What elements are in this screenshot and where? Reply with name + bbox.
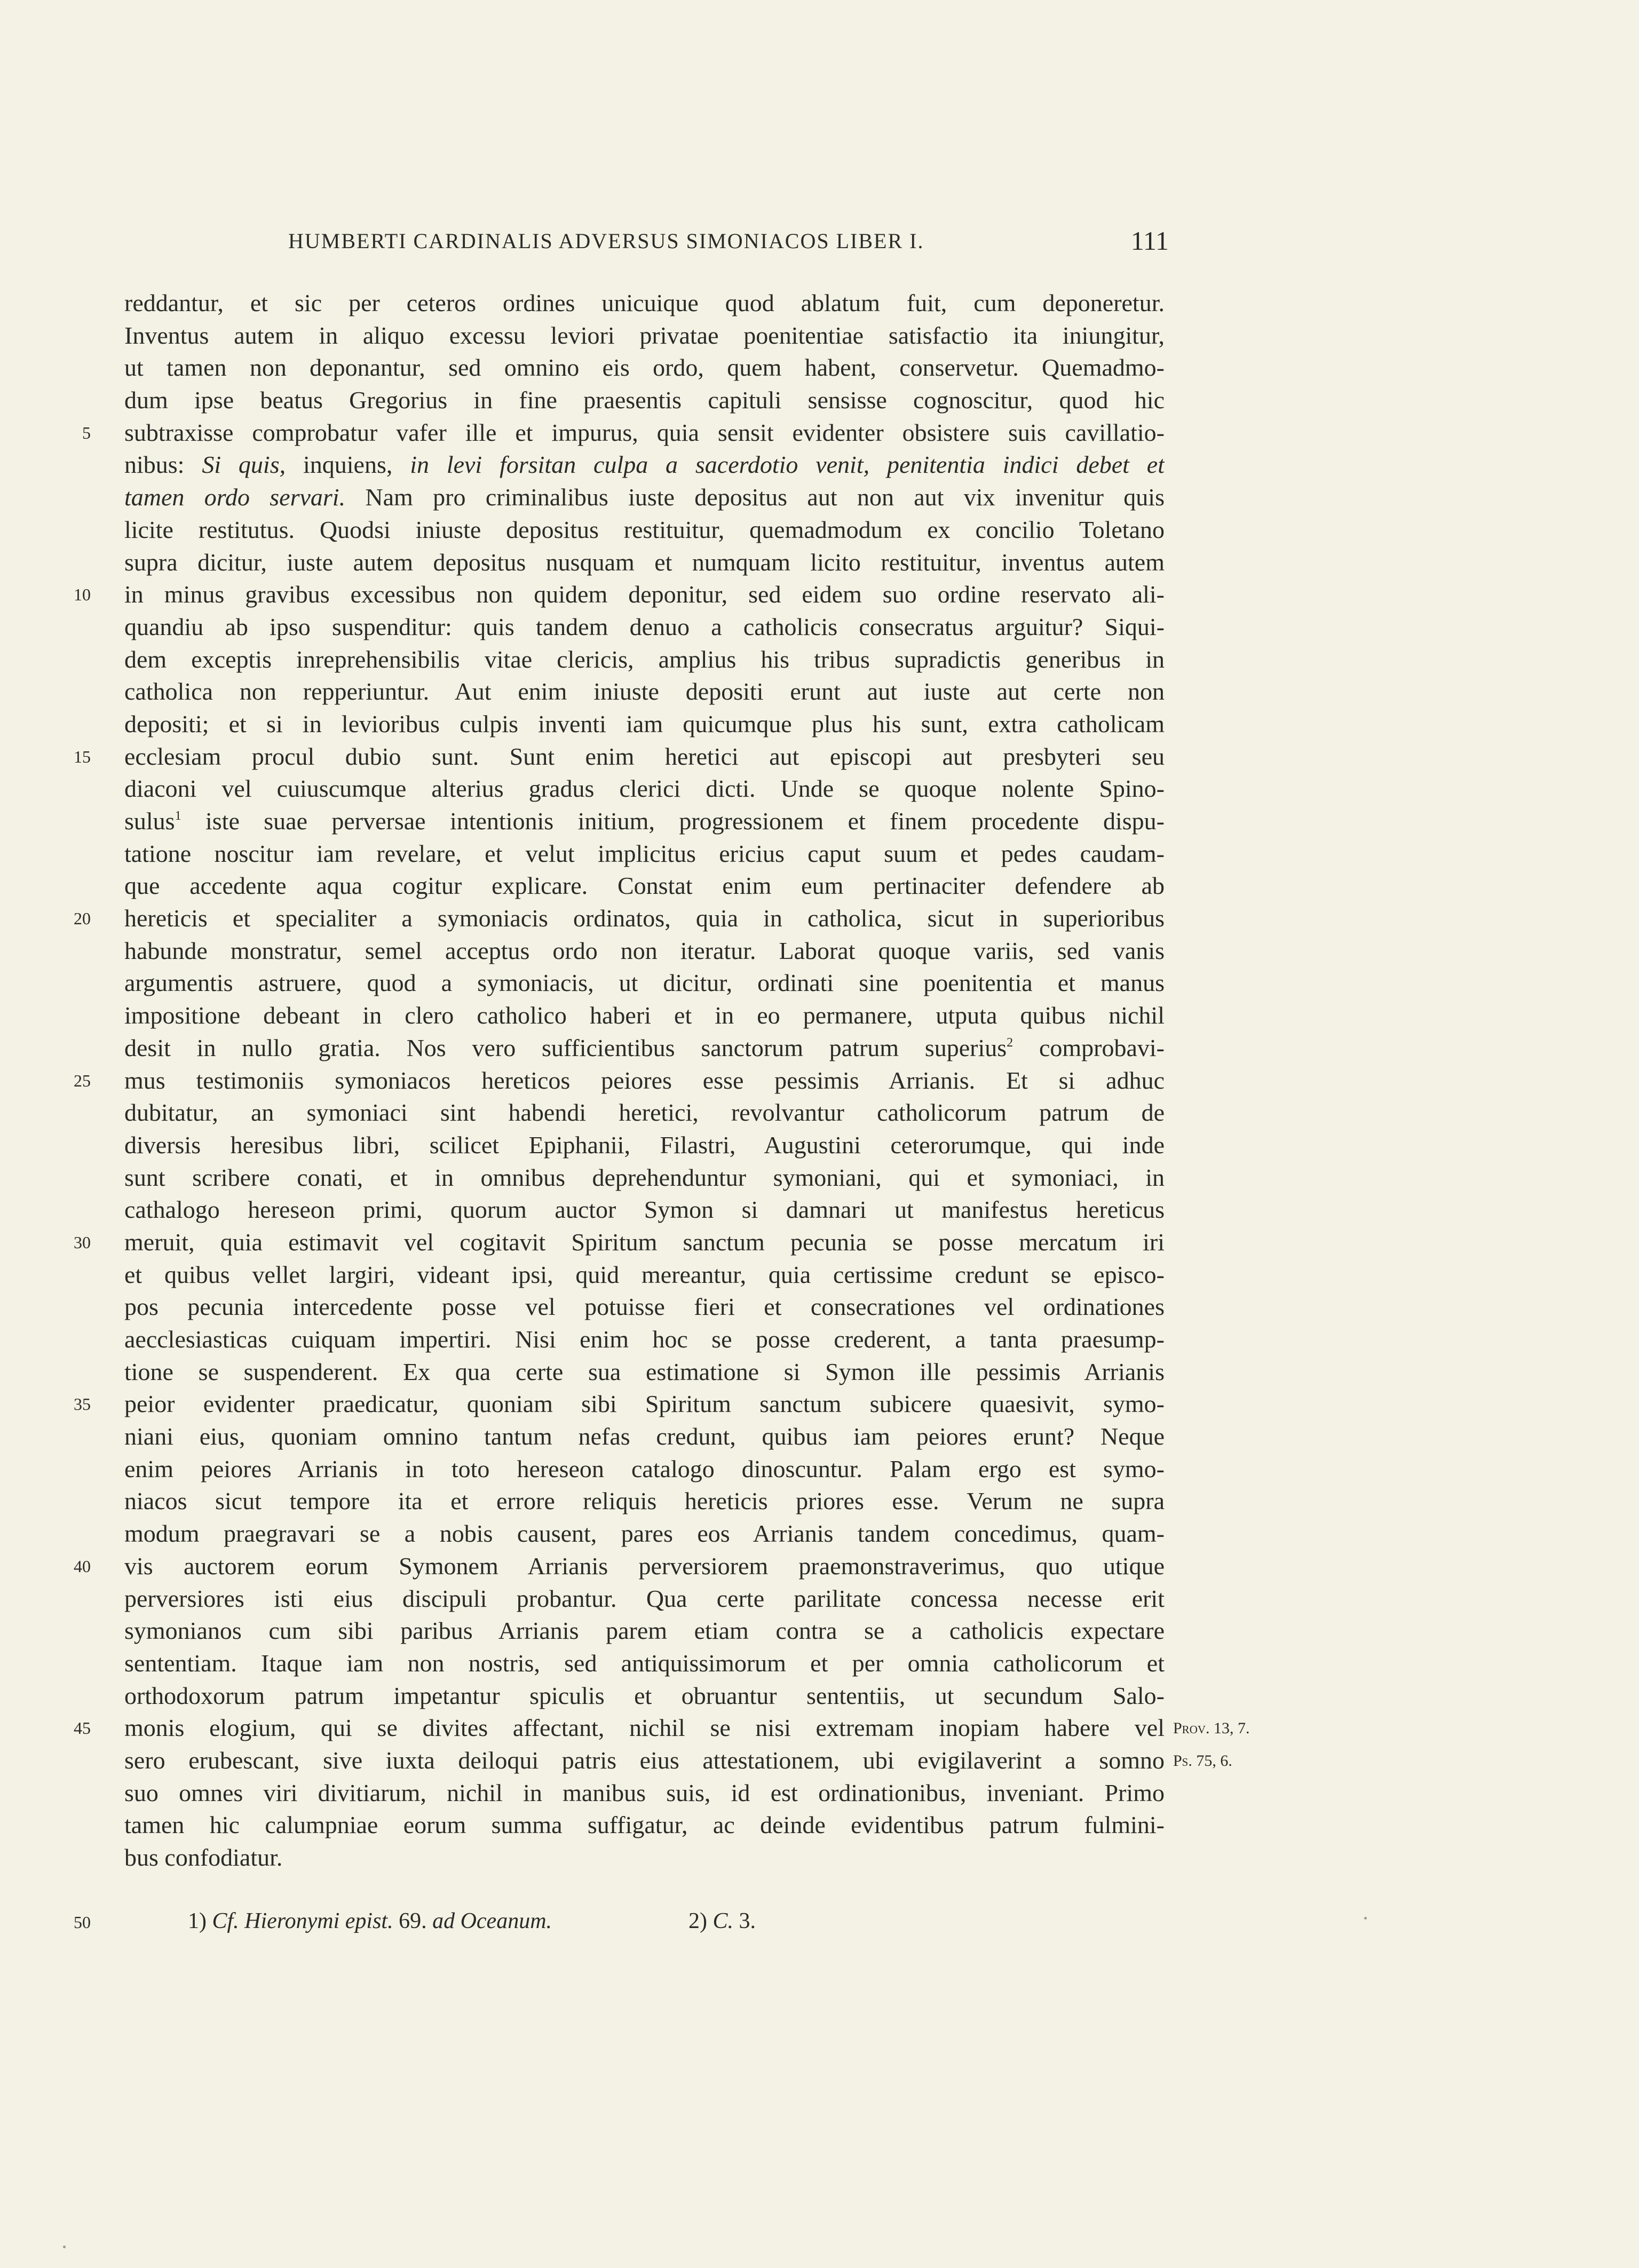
quotation-italic: in levi forsitan culpa a sacerdotio venit, penitentia indici debet et: [410, 451, 1165, 479]
line-text: catholica non repperiuntur. Aut enim iniuste depositi erunt aut iuste aut certe non: [124, 678, 1165, 705]
footnote-marker: 2: [1007, 1035, 1014, 1050]
text-line: [0, 578, 1639, 611]
line-text: modum praegravari se a nobis causent, pares eos Arrianis tandem concedimus, quam-: [124, 1520, 1165, 1548]
text-line: [0, 611, 1639, 644]
text-line: [0, 773, 1639, 805]
text-line: [0, 417, 1639, 449]
line-text: enim peiores Arrianis in toto hereseon catalogo dinoscuntur. Palam ergo est symo-: [124, 1455, 1165, 1482]
line-text: et quibus vellet largiri, videant ipsi, quid mereantur, quia certissime credunt se episco-: [124, 1260, 1165, 1288]
text-line: [0, 708, 1639, 741]
line-number: 45: [74, 1718, 91, 1738]
line-number: 30: [74, 1232, 91, 1252]
text-line: [0, 1388, 1639, 1421]
text-line: [0, 870, 1639, 902]
text-line: [0, 1518, 1639, 1550]
text-line: [0, 1162, 1639, 1194]
text-line: [0, 1712, 1639, 1744]
margin-reference: Ps. 75, 6.: [1173, 1751, 1232, 1770]
line-text: monis elogium, qui se divites affectant, nichil se nisi extremam inopiam habere vel: [124, 1714, 1165, 1742]
text-line: [0, 1226, 1639, 1259]
text-line: [0, 1291, 1639, 1323]
text-line: [0, 1356, 1639, 1389]
running-header: [288, 223, 1169, 260]
text-line: [0, 320, 1639, 352]
line-text: tione se suspenderent. Ex qua certe sua estimatione si Symon ille pessimis Arrianis: [124, 1358, 1165, 1385]
text-line: [0, 644, 1639, 676]
line-text: pos pecunia intercedente posse vel potuisse fieri et consecrationes vel ordinationes: [124, 1293, 1165, 1321]
quotation-italic: Si quis,: [202, 451, 286, 479]
line-text: aecclesiasticas cuiquam impertiri. Nisi enim hoc se posse crederent, a tanta praesump-: [124, 1326, 1165, 1353]
text-line: [0, 935, 1639, 968]
footnote-2: 2) C. 3.: [688, 1909, 756, 1933]
line-text: peior evidenter praedicatur, quoniam sibi Spiritum sanctum subicere quaesivit, symo-: [124, 1390, 1165, 1418]
line-text: que accedente aqua cogitur explicare. Constat enim eum pertinaciter defendere ab: [124, 872, 1165, 900]
text-line: [0, 1680, 1639, 1712]
text-line: [0, 1259, 1639, 1291]
page-number: 111: [1130, 226, 1169, 256]
line-text: symonianos cum sibi paribus Arrianis parem etiam contra se a catholicis expectare: [124, 1617, 1165, 1645]
text-line: [0, 449, 1639, 481]
line-text: tatione noscitur iam revelare, et velut implicitus ericius caput suum et pedes caudam-: [124, 839, 1165, 867]
line-text: tamen ordo servari. Nam pro criminalibus iuste depositus aut non aut vix invenitur quis: [124, 483, 1165, 511]
line-text: diaconi vel cuiuscumque alterius gradus clerici dicti. Unde se quoque nolente Spino-: [124, 775, 1165, 803]
paper-speck: [1364, 1917, 1367, 1920]
footnote-1: 1) Cf. Hieronymi epist. 69. ad Oceanum.: [188, 1909, 552, 1933]
line-text: argumentis astruere, quod a symoniacis, ut dicitur, ordinati sine poenitentia et manus: [124, 969, 1165, 997]
line-text: impositione debeant in clero catholico haberi et in eo permanere, utputa quibus nichil: [124, 1002, 1165, 1029]
text-line: [0, 1550, 1639, 1583]
line-text: diversis heresibus libri, scilicet Epiphanii, Filastri, Augustini ceterorumque, qui inde: [124, 1131, 1165, 1159]
text-line: [0, 287, 1639, 320]
text-line: [0, 1615, 1639, 1647]
text-line: [0, 1323, 1639, 1356]
line-number: 50: [74, 1913, 91, 1932]
text-line: [0, 1777, 1639, 1810]
line-text: niacos sicut tempore ita et errore reliquis hereticis priores esse. Verum ne supra: [124, 1487, 1165, 1515]
line-number: 40: [74, 1556, 91, 1576]
line-text: habunde monstratur, semel acceptus ordo non iteratur. Laborat quoque variis, sed vanis: [124, 937, 1165, 964]
text-line: [0, 481, 1639, 514]
text-line: [0, 1097, 1639, 1129]
text-line: [0, 838, 1639, 870]
line-text: Inventus autem in aliquo excessu leviori privatae poenitentiae satisfactio ita iniungitur,: [124, 321, 1165, 349]
text-line: [0, 1129, 1639, 1162]
text-line: [0, 1809, 1639, 1842]
paper-speck: [63, 2246, 66, 2248]
line-text: bus confodiatur.: [124, 1844, 283, 1871]
line-text: cathalogo hereseon primi, quorum auctor Symon si damnari ut manifestus hereticus: [124, 1196, 1165, 1224]
line-text: orthodoxorum patrum impetantur spiculis et obruantur sententiis, ut secundum Salo-: [124, 1682, 1165, 1709]
line-text: ut tamen non deponantur, sed omnino eis ordo, quem habent, conservetur. Quemadmo-: [124, 354, 1165, 382]
line-text: desit in nullo gratia. Nos vero sufficientibus sanctorum patrum superius$^2$ comprobavi-: [124, 1034, 1165, 1061]
line-text: sulus$^1$ iste suae perversae intentionis initium, progressionem et finem procedente dispu-: [124, 807, 1165, 835]
text-line: [0, 1032, 1639, 1065]
text-line: [0, 805, 1639, 838]
text-line: [0, 1065, 1639, 1097]
text-line: [0, 384, 1639, 417]
line-number: 35: [74, 1394, 91, 1414]
line-text: depositi; et si in levioribus culpis inventi iam quicumque plus his sunt, extra catholicam: [124, 710, 1165, 738]
text-line: [0, 1194, 1639, 1226]
footnote-marker: 1: [175, 809, 181, 823]
text-line: [0, 1842, 1639, 1874]
body-text: [0, 287, 1639, 1874]
text-line: [0, 741, 1639, 773]
line-text: ecclesiam procul dubio sunt. Sunt enim heretici aut episcopi aut presbyteri seu: [124, 742, 1165, 770]
line-text: sunt scribere conati, et in omnibus deprehenduntur symoniani, qui et symoniaci, in: [124, 1163, 1165, 1191]
line-text: subtraxisse comprobatur vafer ille et impurus, quia sensit evidenter obsistere suis cavillatio-: [124, 418, 1165, 446]
text-line: [0, 676, 1639, 708]
line-text: dubitatur, an symoniaci sint habendi heretici, revolvantur catholicorum patrum de: [124, 1099, 1165, 1127]
text-line: [0, 1485, 1639, 1518]
line-number: 25: [74, 1070, 91, 1090]
text-line: [0, 546, 1639, 579]
line-text: sero erubescant, sive iuxta deiloqui patris eius attestationem, ubi evigilaverint a somno: [124, 1746, 1165, 1774]
text-line: [0, 902, 1639, 935]
line-number: 15: [74, 747, 91, 766]
text-line: [0, 1000, 1639, 1032]
margin-reference: Prov. 13, 7.: [1173, 1719, 1250, 1738]
line-text: meruit, quia estimavit vel cogitavit Spiritum sanctum pecunia se posse mercatum iri: [124, 1228, 1165, 1256]
footnotes: [0, 1905, 1639, 1937]
line-text: hereticis et specialiter a symoniacis ordinatos, quia in catholica, sicut in superioribus: [124, 905, 1165, 932]
line-text: nibus: Si quis, inquiens, in levi forsitan culpa a sacerdotio venit, penitentia indici debet et: [124, 451, 1165, 479]
running-title: HUMBERTI CARDINALIS ADVERSUS SIMONIACOS LIBER I.: [288, 229, 924, 253]
text-line: [0, 1647, 1639, 1680]
text-line: [0, 514, 1639, 546]
line-number: 20: [74, 909, 91, 929]
text-line: [0, 1583, 1639, 1615]
text-line: [0, 352, 1639, 384]
line-text: suo omnes viri divitiarum, nichil in manibus suis, id est ordinationibus, inveniant. Primo: [124, 1779, 1165, 1806]
line-text: quandiu ab ipso suspenditur: quis tandem denuo a catholicis consecratus arguitur? Siqui-: [124, 613, 1165, 640]
line-text: mus testimoniis symoniacos hereticos peiores esse pessimis Arrianis. Et si adhuc: [124, 1066, 1165, 1094]
line-text: dum ipse beatus Gregorius in fine praesentis capituli sensisse cognoscitur, quod hic: [124, 386, 1165, 414]
text-line: [0, 1453, 1639, 1486]
line-text: vis auctorem eorum Symonem Arrianis perversiorem praemonstraverimus, quo utique: [124, 1552, 1165, 1580]
line-text: reddantur, et sic per ceteros ordines unicuique quod ablatum fuit, cum deponeretur.: [124, 289, 1165, 316]
line-text: tamen hic calumpniae eorum summa suffigatur, ac deinde evidentibus patrum fulmini-: [124, 1811, 1165, 1839]
text-line: [0, 1421, 1639, 1453]
line-text: supra dicitur, iuste autem depositus nusquam et numquam licito restituitur, inventus autem: [124, 548, 1165, 576]
text-line: [0, 1744, 1639, 1777]
quotation-italic: tamen ordo servari.: [124, 483, 346, 511]
line-text: dem exceptis inreprehensibilis vitae clericis, amplius his tribus supradictis generibus in: [124, 645, 1165, 673]
line-number: 5: [82, 423, 91, 442]
line-text: licite restitutus. Quodsi iniuste depositus restituitur, quemadmodum ex concilio Toletano: [124, 516, 1165, 543]
line-text: perversiores isti eius discipuli probantur. Qua certe parilitate concessa necesse erit: [124, 1584, 1165, 1612]
line-text: in minus gravibus excessibus non quidem deponitur, sed eidem suo ordine reservato ali-: [124, 581, 1165, 608]
line-text: niani eius, quoniam omnino tantum nefas credunt, quibus iam peiores erunt? Neque: [124, 1423, 1165, 1450]
text-line: [0, 967, 1639, 1000]
line-text: sententiam. Itaque iam non nostris, sed antiquissimorum et per omnia catholicorum et: [124, 1649, 1165, 1677]
line-number: 10: [74, 585, 91, 605]
